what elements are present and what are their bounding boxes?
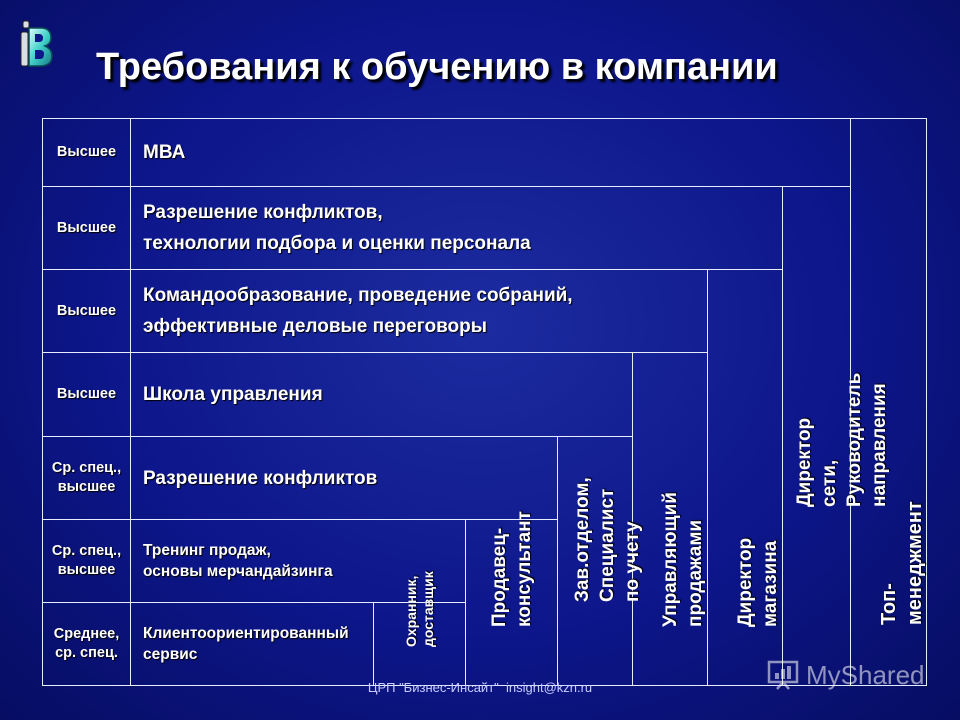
education-level-cell bbox=[42, 269, 131, 353]
role-store-director bbox=[707, 269, 783, 686]
training-course-label: Разрешение конфликтов, технологии подбора и оценки персонала bbox=[143, 202, 531, 254]
training-course-cell bbox=[130, 118, 851, 187]
education-level-label: Ср. спец., высшее bbox=[51, 460, 122, 495]
education-level-label: Высшее bbox=[56, 144, 117, 160]
training-course-cell bbox=[130, 519, 466, 603]
education-level-label: Высшее bbox=[56, 302, 117, 319]
training-course-cell bbox=[130, 352, 633, 437]
role-guard-courier bbox=[373, 571, 466, 686]
education-level-label: Среднее, ср. спец. bbox=[53, 626, 120, 661]
training-course-label: Командообразование, проведение собраний, эффективные деловые переговоры bbox=[143, 285, 573, 337]
watermark-text: MyShared bbox=[806, 660, 925, 690]
training-course-label: Клиентоориентированный сервис bbox=[143, 625, 349, 663]
education-level-cell bbox=[42, 602, 131, 686]
role-label: Зав.отделом, Специалист по учету bbox=[572, 477, 643, 602]
training-course-label: МВА bbox=[143, 142, 186, 163]
role-label: Топ-менеджмент bbox=[877, 501, 926, 625]
education-level-cell bbox=[42, 186, 131, 270]
training-course-label: Тренинг продаж, основы мерчандайзинга bbox=[143, 542, 333, 580]
training-course-cell bbox=[130, 186, 783, 270]
training-course-label: Разрешение конфликтов bbox=[143, 467, 378, 489]
education-level-cell bbox=[42, 352, 131, 437]
role-label: Директор сети, Руководитель направления bbox=[793, 372, 890, 507]
training-course-cell bbox=[130, 269, 708, 353]
role-label: Продавец- консультант bbox=[488, 511, 535, 627]
training-course-label: Школа управления bbox=[143, 384, 323, 405]
role-label: Управляющий продажами bbox=[660, 492, 706, 627]
watermark bbox=[766, 654, 956, 694]
education-level-label: Высшее bbox=[56, 219, 117, 236]
education-level-label: Высшее bbox=[56, 386, 117, 402]
footer-caption: ЦРП "Бизнес-Инсайт" insight@kzn.ru bbox=[367, 680, 593, 695]
slide-title: Требования к обучению в компании bbox=[96, 46, 778, 88]
role-label: Охранник, доставщик bbox=[402, 571, 436, 647]
training-course-cell bbox=[130, 602, 374, 686]
role-label: Директор магазина bbox=[735, 537, 781, 627]
education-level-label: Ср. спец., высшее bbox=[51, 543, 122, 578]
education-level-cell bbox=[42, 118, 131, 187]
company-logo bbox=[14, 18, 54, 70]
education-level-cell bbox=[42, 436, 131, 520]
training-course-cell bbox=[130, 436, 558, 520]
education-level-cell bbox=[42, 519, 131, 603]
presentation-icon bbox=[766, 657, 800, 691]
role-department-head bbox=[557, 436, 643, 686]
role-sales-consultant bbox=[465, 511, 558, 686]
